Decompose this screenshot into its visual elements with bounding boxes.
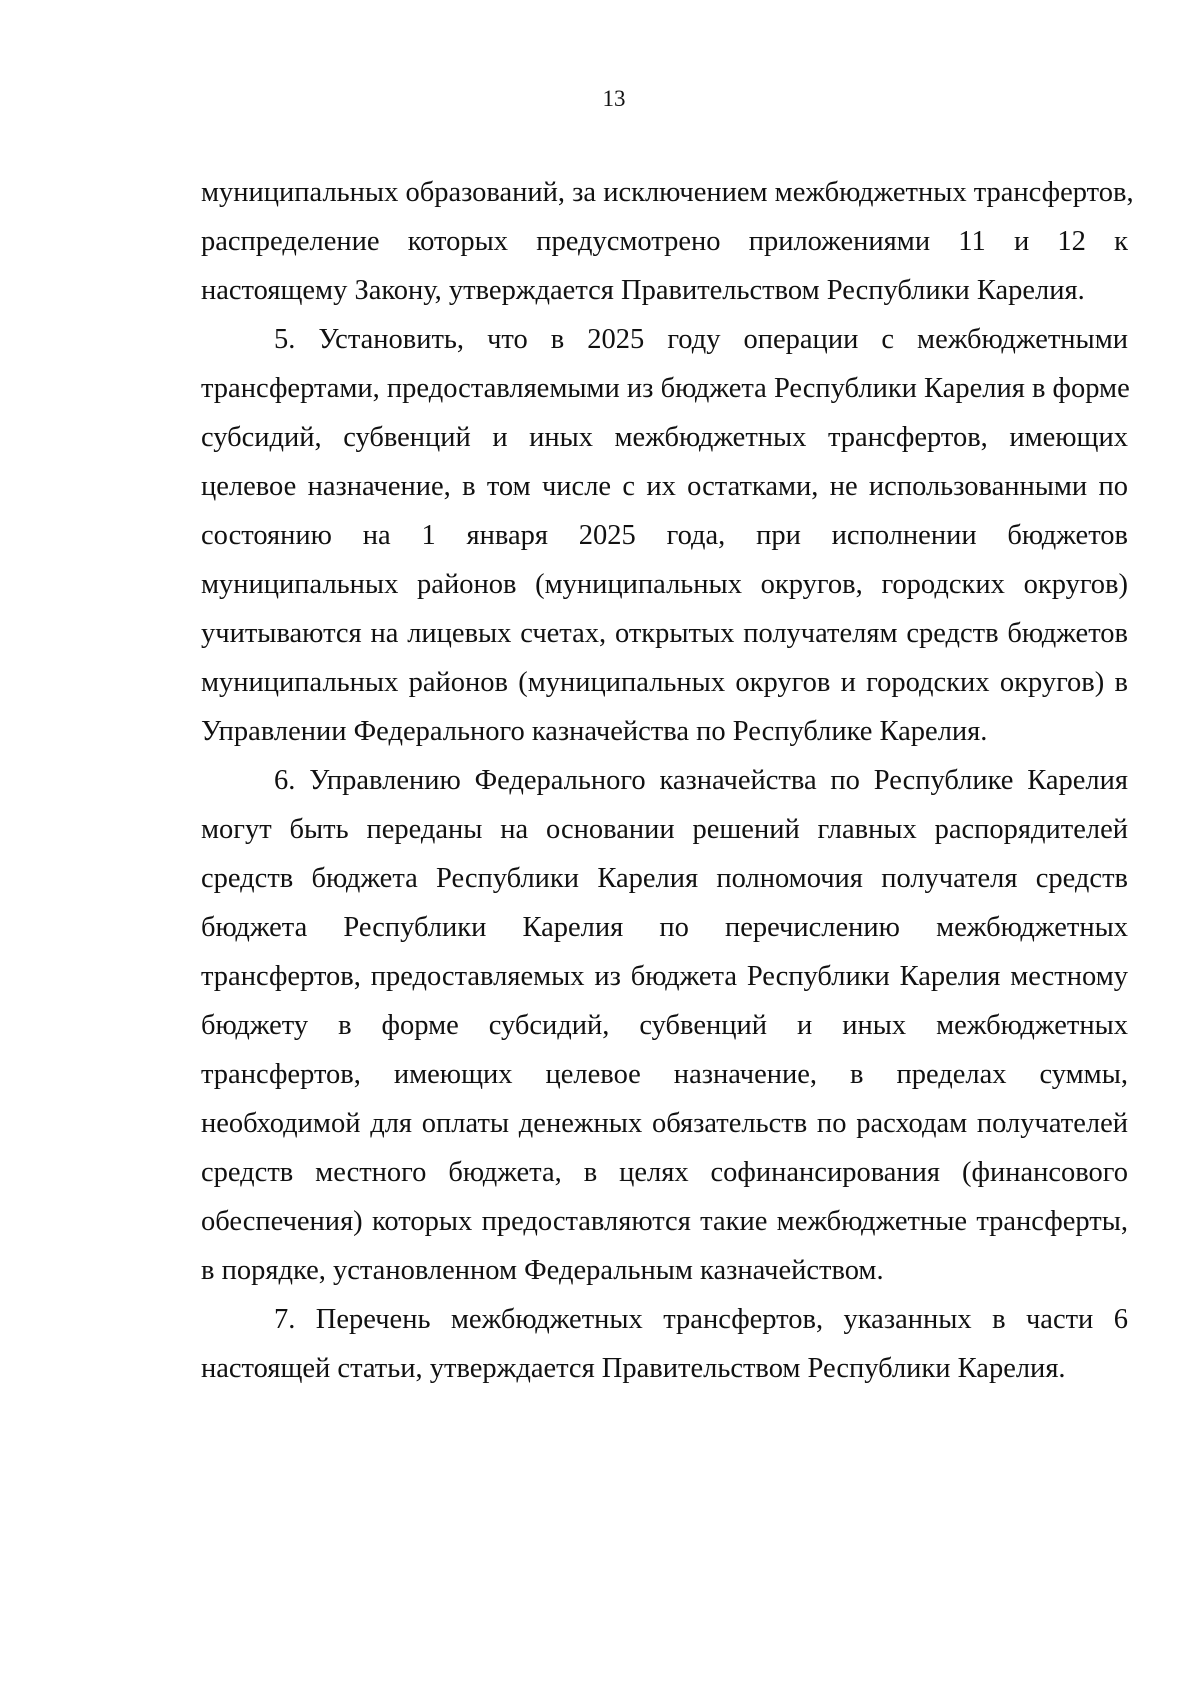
- text-line: учитываются на лицевых счетах, открытых получателям средств бюджетов: [201, 618, 1128, 649]
- paragraph-continuation: [201, 168, 1134, 315]
- text-line: трансфертами, предоставляемыми из бюджета Республики Карелия в форме: [201, 373, 1130, 404]
- text-line: настоящему Закону, утверждается Правительством Республики Карелия.: [201, 275, 1085, 306]
- text-line: бюджету в форме субсидий, субвенций и иных межбюджетных: [201, 1010, 1128, 1041]
- text-line: распределение которых предусмотрено приложениями 11 и 12 к: [201, 226, 1128, 257]
- text-line: Управлении Федерального казначейства по Республике Карелия.: [201, 716, 988, 747]
- text-line: муниципальных районов (муниципальных округов, городских округов): [201, 569, 1128, 600]
- text-line: могут быть переданы на основании решений главных распорядителей: [201, 814, 1128, 845]
- text-line: средств бюджета Республики Карелия полномочия получателя средств: [201, 863, 1128, 894]
- text-line: необходимой для оплаты денежных обязательств по расходам получателей: [201, 1108, 1128, 1139]
- text-line: субсидий, субвенций и иных межбюджетных трансфертов, имеющих: [201, 422, 1128, 453]
- text-line: состоянию на 1 января 2025 года, при исполнении бюджетов: [201, 520, 1128, 551]
- text-line: обеспечения) которых предоставляются такие межбюджетные трансферты,: [201, 1206, 1128, 1237]
- document-body: [201, 168, 1134, 1393]
- text-line: трансфертов, имеющих целевое назначение, в пределах суммы,: [201, 1059, 1128, 1090]
- text-line: муниципальных образований, за исключением межбюджетных трансфертов,: [201, 177, 1134, 208]
- text-line: 6. Управлению Федерального казначейства по Республике Карелия: [274, 765, 1128, 796]
- text-line: трансфертов, предоставляемых из бюджета Республики Карелия местному: [201, 961, 1128, 992]
- text-line: муниципальных районов (муниципальных округов и городских округов) в: [201, 667, 1128, 698]
- text-line: настоящей статьи, утверждается Правительством Республики Карелия.: [201, 1353, 1066, 1384]
- text-line: 7. Перечень межбюджетных трансфертов, указанных в части 6: [274, 1304, 1128, 1335]
- text-line: средств местного бюджета, в целях софинансирования (финансового: [201, 1157, 1128, 1188]
- text-line: 5. Установить, что в 2025 году операции с межбюджетными: [274, 324, 1128, 355]
- paragraph-5: [201, 315, 1128, 756]
- page-number: 13: [602, 86, 626, 111]
- paragraph-7: [201, 1295, 1128, 1393]
- text-line: в порядке, установленном Федеральным казначейством.: [201, 1255, 884, 1286]
- paragraph-6: [201, 756, 1128, 1295]
- text-line: целевое назначение, в том числе с их остатками, не использованными по: [201, 471, 1128, 502]
- text-line: бюджета Республики Карелия по перечислению межбюджетных: [201, 912, 1128, 943]
